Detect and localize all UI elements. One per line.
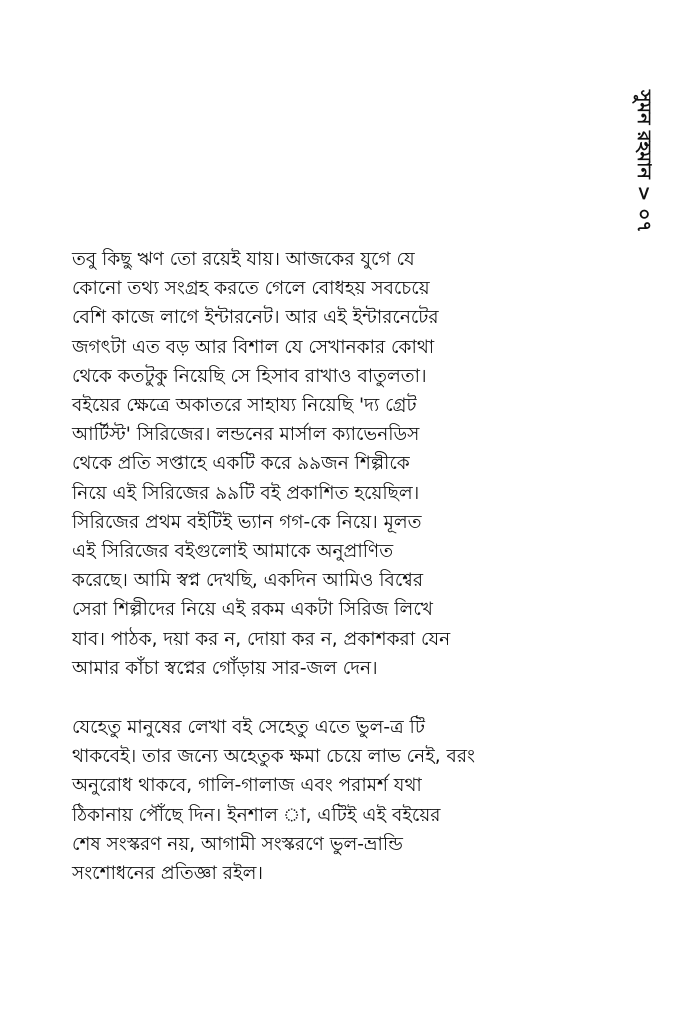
text-line: নিয়ে এই সিরিজের ৯৯টি বই প্রকাশিত হয়েছিল। xyxy=(72,482,420,504)
text-line: সংশোধনের প্রতিজ্ঞা রইল। xyxy=(72,863,263,885)
text-line: ঠিকানায় পৌঁছে দিন। ইনশাল া, এটিই এই বইয়ের xyxy=(72,804,441,826)
text-line: এই সিরিজের বইগুলোই আমাকে অনুপ্রাণিত xyxy=(72,541,394,563)
text-line: সেরা শিল্পীদের নিয়ে এই রকম একটা সিরিজ লিখে xyxy=(72,599,433,621)
text-line: তবু কিছু ঋণ তো রয়েই যায়। আজকের যুগে যে xyxy=(72,249,415,270)
text-line: বইয়ের ক্ষেত্রে অকাতরে সাহায্য নিয়েছি 'দ্য গ্রেট xyxy=(72,395,417,417)
text-line: থাকবেই। তার জন্যে অহেতুক ক্ষমা চেয়ে লাভ নেই, বরং xyxy=(72,746,475,768)
text-line: জগৎটা এত বড় আর বিশাল যে সেখানকার কোথা xyxy=(72,336,435,358)
text-line: কোনো তথ্য সংগ্রহ করতে গেলে বোধহয় সবচেয়ে xyxy=(72,278,430,300)
text-line: থেকে প্রতি সপ্তাহে একটি করে ৯৯জন শিল্পীকে xyxy=(72,453,410,475)
text-line: শেষ সংস্করণ নয়, আগামী সংস্করণে ভুল-ভ্রান্ডি xyxy=(72,833,403,855)
paragraph-1 xyxy=(72,245,472,683)
text-line: সিরিজের প্রথম বইটিই ভ্যান গগ-কে নিয়ে। মূলত xyxy=(72,511,422,533)
body-text xyxy=(72,245,475,888)
text-line: থেকে কতটুকু নিয়েছি সে হিসাব রাখাও বাতুলতা। xyxy=(72,365,427,387)
text-line: যাব। পাঠক, দয়া কর ন, দোয়া কর ন, প্রকাশকরা যেন xyxy=(72,628,451,650)
text-line: আমার কাঁচা স্বপ্নের গোঁড়ায় সার-জল দেন। xyxy=(72,657,378,679)
text-line: বেশি কাজে লাগে ইন্টারনেট। আর এই ইন্টারনেটের xyxy=(72,307,439,329)
text-line: অনুরোধ থাকবে, গালি-গালাজ এবং পরামর্শ যথা xyxy=(72,775,422,797)
paragraph-2 xyxy=(72,713,475,888)
text-line: আর্টিস্ট' সিরিজের। লন্ডনের মার্সাল ক্যাভেনডিস xyxy=(72,424,420,446)
running-head: সুমন রহমান > ০৭ xyxy=(633,90,655,233)
text-line: করেছে। আমি স্বপ্ন দেখছি, একদিন আমিও বিশ্বের xyxy=(72,570,424,592)
text-line: যেহেতু মানুষের লেখা বই সেহেতু এতে ভুল-ত্র টি xyxy=(72,717,425,739)
